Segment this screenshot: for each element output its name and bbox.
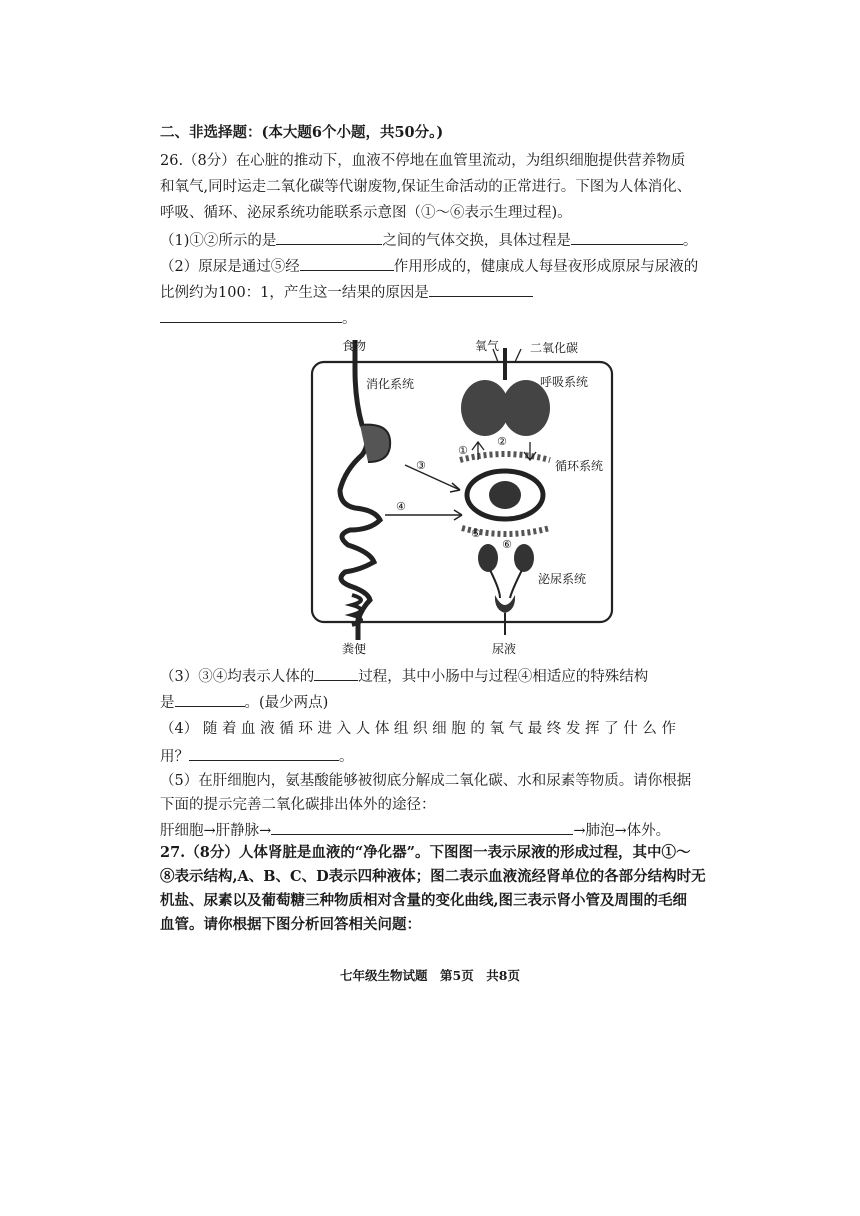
q26-p4-text-c: 。: [339, 749, 354, 765]
q26-part-5-cont: 下面的提示完善二氧化碳排出体外的途径：: [160, 797, 436, 813]
q26-part-5-path: [160, 818, 670, 842]
q27-line-1: 27.（8分）人体肾脏是血液的“净化器”。下图图一表示尿液的形成过程，其中①～: [160, 844, 691, 861]
q26-p5-text-d: →肺泡→体外。: [573, 823, 671, 839]
q26-p3-text-a: （3）③④均表示人体的: [160, 669, 315, 685]
q26-part-1: [160, 228, 697, 252]
q27-line-3: 机盐、尿素以及葡萄糖三种物质相对含量的变化曲线,图三表示肾小管及周围的毛细: [160, 892, 688, 909]
q26-part-2-cont: [160, 280, 533, 304]
heart-icon: [489, 481, 521, 509]
answer-blank-7[interactable]: [175, 690, 245, 707]
bladder-icon: [495, 595, 515, 613]
answer-blank-1[interactable]: [276, 228, 382, 245]
body-systems-diagram: [300, 330, 620, 660]
q26-p2-text-b: 作用形成的，健康成人每昼夜形成原尿与尿液的: [393, 259, 699, 275]
answer-blank-5[interactable]: [160, 306, 342, 323]
q26-p3-text-d: 。(最少两点): [244, 695, 329, 711]
q27-line-4: 血管。请你根据下图分析回答相关问题：: [160, 916, 421, 933]
left-kidney-icon: [478, 544, 498, 572]
label-oxygen: 氧气: [475, 339, 500, 353]
q26-p3-text-c: 是: [160, 695, 175, 711]
q26-part-2-cont2: [160, 306, 357, 330]
label-feces: 粪便: [342, 642, 367, 656]
process-label-4: ④: [396, 500, 406, 513]
q26-part-3: [160, 664, 648, 688]
label-urine: 尿液: [492, 642, 517, 656]
q26-p1-text-c: 。: [682, 233, 698, 249]
q26-p3-text-b: 过程，其中小肠中与过程④相适应的特殊结构: [358, 669, 649, 685]
q26-part-4-cont: [160, 744, 354, 768]
label-co2: 二氧化碳: [530, 341, 579, 355]
process-label-2: ②: [497, 435, 507, 448]
q26-intro-line-3: 呼吸、循环、泌尿系统功能联系示意图（①～⑥表示生理过程)。: [160, 205, 572, 221]
q26-part-5: （5）在肝细胞内，氨基酸能够被彻底分解成二氧化碳、水和尿素等物质。请你根据: [160, 773, 692, 789]
q26-p5-text-c: 肝细胞→肝静脉→: [160, 823, 272, 839]
right-kidney-icon: [514, 544, 534, 572]
stomach-icon: [360, 425, 390, 462]
process-label-5: ⑤: [471, 527, 481, 540]
answer-blank-8[interactable]: [189, 744, 339, 761]
answer-blank-4[interactable]: [429, 280, 533, 297]
q26-p4-text-b: 用？: [160, 749, 189, 765]
q26-p2-text-d: 。: [342, 311, 357, 327]
process-label-1: ①: [458, 444, 468, 457]
q26-part-3-cont: [160, 690, 328, 714]
answer-blank-9[interactable]: [271, 818, 573, 835]
q26-part-2: [160, 254, 698, 278]
q26-p2-text-a: （2）原尿是通过⑤经: [160, 259, 300, 275]
q26-p1-text-a: （1)①②所示的是: [160, 233, 277, 249]
q27-line-2: ⑧表示结构,A、B、C、D表示四种液体；图二表示血液流经肾单位的各部分结构时无: [160, 868, 706, 885]
answer-blank-6[interactable]: [314, 664, 358, 681]
q26-p1-text-b: 之间的气体交换，具体过程是: [382, 233, 571, 249]
label-respiratory-system: 呼吸系统: [540, 375, 589, 389]
label-urinary-system: 泌尿系统: [538, 572, 587, 586]
left-lung-icon: [461, 380, 509, 436]
process-label-6: ⑥: [502, 538, 512, 551]
process-label-3: ③: [416, 459, 426, 472]
label-circulatory-system: 循环系统: [555, 459, 604, 473]
answer-blank-2[interactable]: [571, 228, 683, 245]
label-food: 食物: [342, 339, 367, 353]
ureter-icon: [490, 570, 522, 598]
q26-part-4: （4） 随 着 血 液 循 环 进 入 人 体 组 织 细 胞 的 氧 气 最 终 发 挥 了 什 么 作: [160, 721, 676, 737]
label-digestive-system: 消化系统: [366, 377, 415, 391]
diagram-svg: [300, 330, 620, 660]
q26-p2-text-c: 比例约为100：1，产生这一结果的原因是: [160, 285, 429, 301]
q26-intro-line-1: 26.（8分）在心脏的推动下，血液不停地在血管里流动，为组织细胞提供营养物质: [160, 153, 686, 169]
section-heading: 二、非选择题：(本大题6个小题，共50分。): [160, 124, 444, 141]
answer-blank-3[interactable]: [300, 254, 394, 271]
page-footer: 七年级生物试题 第5页 共8页: [340, 968, 520, 983]
pulmonary-capillary-icon: [460, 454, 550, 460]
q26-intro-line-2: 和氧气,同时运走二氧化碳等代谢废物,保证生命活动的正常进行。下图为人体消化、: [160, 179, 692, 195]
arrow-3-icon: [405, 465, 460, 490]
